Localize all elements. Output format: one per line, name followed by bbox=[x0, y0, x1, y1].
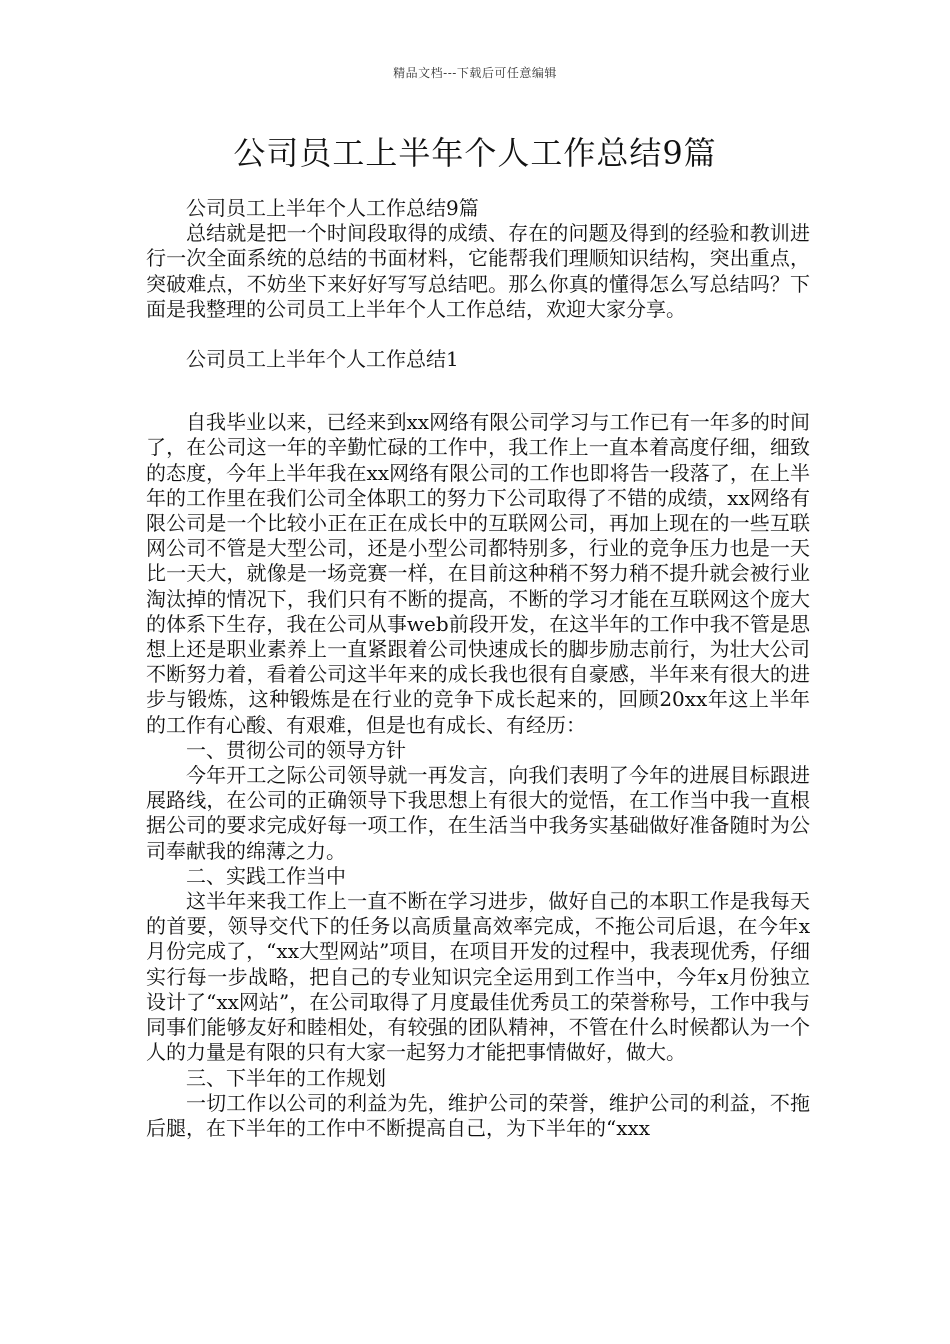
body-paragraph: 这半年来我工作上一直不断在学习进步，做好自己的本职工作是我每天的首要，领导交代下的任务以高质量高效率完成，不拖公司后退，在今年x月份完成了，“xx大型网站”项目，在项目开发的过程中，我表现优秀，仔细实行每一步战略，把自己的专业知识完全运用到工作当中，今年x月份独立设计了“xx网站”，在公司取得了月度最佳优秀员工的荣誉称号，工作中我与同事们能够友好和睦相处，有较强的团队精神，不管在什么时候都认为一个人的力量是有限的只有大家一起努力才能把事情做好，做大。 bbox=[146, 889, 810, 1065]
intro-paragraph: 总结就是把一个时间段取得的成绩、存在的问题及得到的经验和教训进行一次全面系统的总结的书面材料，它能帮我们理顺知识结构，突出重点，突破难点，不妨坐下来好好写写总结吧。那么你真的懂得怎么写总结吗？下面是我整理的公司员工上半年个人工作总结，欢迎大家分享。 bbox=[146, 221, 810, 321]
section-heading: 公司员工上半年个人工作总结1 bbox=[186, 347, 459, 372]
body-paragraph: 一切工作以公司的利益为先，维护公司的荣誉，维护公司的利益，不拖后腿，在下半年的工作中不断提高自己，为下半年的“xxx bbox=[146, 1090, 810, 1140]
document-title: 公司员工上半年个人工作总结9篇 bbox=[233, 134, 717, 172]
body-paragraph: 自我毕业以来，已经来到xx网络有限公司学习与工作已有一年多的时间了，在公司这一年的辛勤忙碌的工作中，我工作上一直本着高度仔细，细致的态度，今年上半年我在xx网络有限公司的工作也即将告一段落了，在上半年的工作里在我们公司全体职工的努力下公司取得了不错的成绩，xx网络有限公司是一个比较小正在正在成长中的互联网公司，再加上现在的一些互联网公司不管是大型公司，还是小型公司都特别多，行业的竞争压力也是一天比一天大，就像是一场竞赛一样，在目前这种稍不努力稍不提升就会被行业淘汰掉的情况下，我们只有不断的提高，不断的学习才能在互联网这个庞大的体系下生存，我在公司从事web前段开发，在这半年的工作中我不管是思想上还是职业素养上一直紧跟着公司快速成长的脚步励志前行，为壮大公司不断努力着，看着公司这半年来的成长我也很有自豪感，半年来有很大的进步与锻炼，这种锻炼是在行业的竞争下成长起来的，回顾20xx年这上半年的工作有心酸、有艰难，但是也有成长、有经历： bbox=[146, 410, 810, 737]
body-paragraph: 今年开工之际公司领导就一再发言，向我们表明了今年的进展目标跟进展路线，在公司的正确领导下我思想上有很大的觉悟，在工作当中我一直根据公司的要求完成好每一项工作，在生活当中我务实基础做好准备随时为公司奉献我的绵薄之力。 bbox=[146, 763, 810, 863]
header-note: 精品文档---下载后可任意编辑 bbox=[393, 66, 557, 80]
subheading-1: 一、贯彻公司的领导方针 bbox=[186, 737, 406, 762]
document-body bbox=[146, 196, 810, 1141]
spacer bbox=[146, 372, 810, 410]
subheading-3: 三、下半年的工作规划 bbox=[186, 1065, 386, 1090]
subtitle-paragraph: 公司员工上半年个人工作总结9篇 bbox=[186, 196, 479, 220]
spacer bbox=[146, 322, 810, 347]
subheading-2: 二、实践工作当中 bbox=[186, 863, 346, 888]
